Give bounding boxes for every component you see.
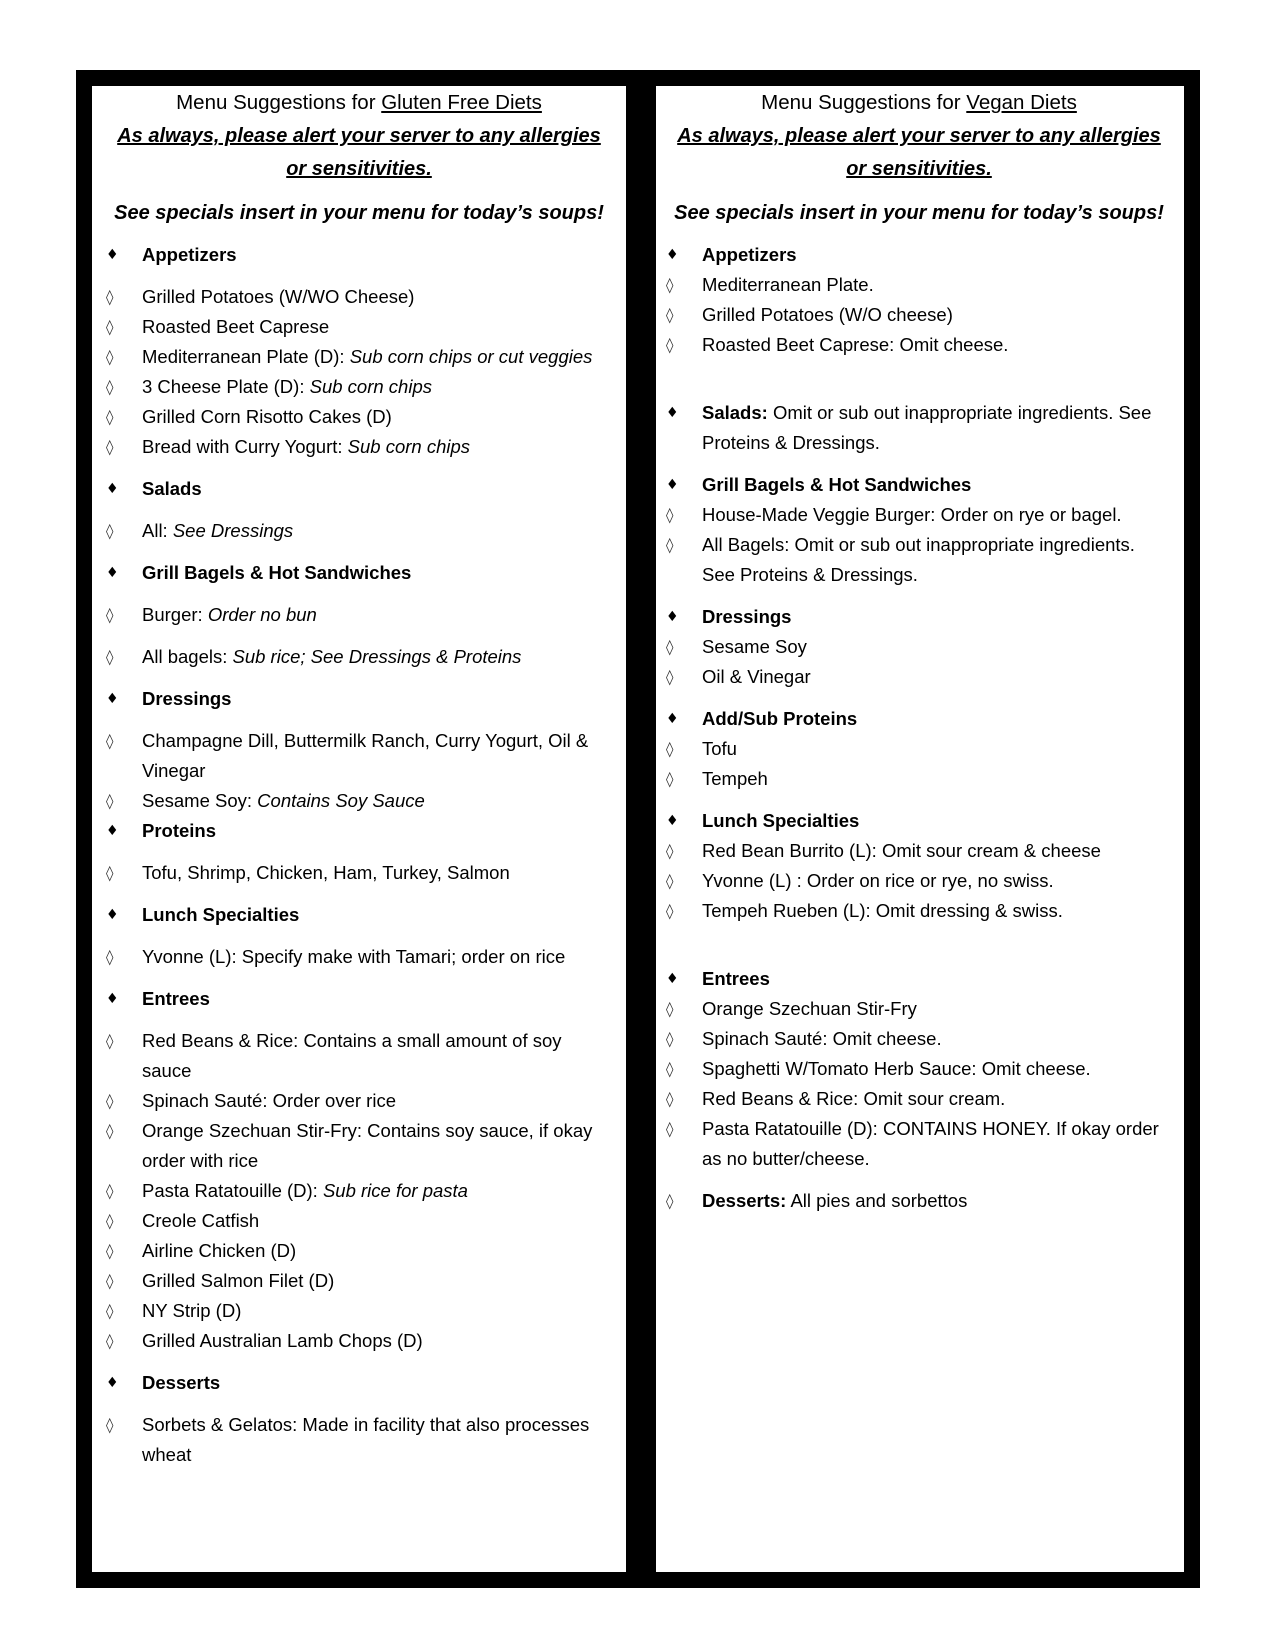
list-item: ◊ Spaghetti W/Tomato Herb Sauce: Omit cheese.: [666, 1054, 1172, 1084]
section-heading-lunch: ♦ Lunch Specialties: [666, 806, 1172, 836]
section-salads: ♦ Salads: Omit or sub out inappropriate ingredients. See Proteins & Dressings.: [666, 398, 1172, 458]
list-item: ◊ Oil & Vinegar: [666, 662, 1172, 692]
list-item: ◊ Tempeh Rueben (L): Omit dressing & swiss.: [666, 896, 1172, 926]
gluten-free-title: Menu Suggestions for Gluten Free Diets: [176, 91, 542, 114]
open-diamond-icon: ◊: [106, 1416, 114, 1434]
section-heading-proteins: ♦ Add/Sub Proteins: [666, 704, 1172, 734]
open-diamond-icon: ◊: [666, 842, 674, 860]
list-item: ◊ Creole Catfish: [106, 1206, 612, 1236]
list-item: ◊ Sesame Soy: [666, 632, 1172, 662]
solid-diamond-icon: ♦: [666, 477, 679, 493]
open-diamond-icon: ◊: [106, 792, 114, 810]
open-diamond-icon: ◊: [666, 638, 674, 656]
solid-diamond-icon: ♦: [666, 405, 679, 421]
list-item: ◊ Sesame Soy: Contains Soy Sauce: [106, 786, 612, 816]
open-diamond-icon: ◊: [666, 506, 674, 524]
list-item: ◊ Pasta Ratatouille (D): Sub rice for pasta: [106, 1176, 612, 1206]
open-diamond-icon: ◊: [666, 1000, 674, 1018]
open-diamond-icon: ◊: [106, 1122, 114, 1140]
list-item: ◊ Grilled Corn Risotto Cakes (D): [106, 402, 612, 432]
solid-diamond-icon: ♦: [106, 991, 119, 1007]
allergy-alert: As always, please alert your server to any allergies or sensitivities.: [677, 125, 1161, 180]
open-diamond-icon: ◊: [666, 872, 674, 890]
list-item: ◊ Yvonne (L) : Order on rice or rye, no swiss.: [666, 866, 1172, 896]
item-note: Sub corn chips: [347, 436, 471, 457]
section-heading-desserts: ♦ Desserts: [106, 1368, 612, 1398]
item-note: Order no bun: [207, 604, 317, 625]
open-diamond-icon: ◊: [106, 408, 114, 426]
section-heading-appetizers: ♦ Appetizers: [666, 240, 1172, 270]
list-item: ◊ Tofu: [666, 734, 1172, 764]
list-item: ◊ Grilled Potatoes (W/WO Cheese): [106, 282, 612, 312]
item-note: Sub rice; See Dressings & Proteins: [232, 646, 522, 667]
list-item: ◊ Orange Szechuan Stir-Fry: [666, 994, 1172, 1024]
list-item: ◊ Red Beans & Rice: Omit sour cream.: [666, 1084, 1172, 1114]
open-diamond-icon: ◊: [106, 522, 114, 540]
section-heading-entrees: ♦ Entrees: [106, 984, 612, 1014]
open-diamond-icon: ◊: [106, 864, 114, 882]
solid-diamond-icon: ♦: [106, 823, 119, 839]
item-note: Sub corn chips or cut veggies: [349, 346, 593, 367]
open-diamond-icon: ◊: [666, 740, 674, 758]
list-item: ◊ Tofu, Shrimp, Chicken, Ham, Turkey, Salmon: [106, 858, 612, 888]
gluten-free-diet-name: Gluten Free Diets: [381, 91, 542, 114]
open-diamond-icon: ◊: [106, 606, 114, 624]
section-heading-salads: ♦ Salads: [106, 474, 612, 504]
solid-diamond-icon: ♦: [666, 247, 679, 263]
open-diamond-icon: ◊: [666, 668, 674, 686]
list-item: ◊ NY Strip (D): [106, 1296, 612, 1326]
list-item: ◊ Roasted Beet Caprese: [106, 312, 612, 342]
list-item: ◊ Bread with Curry Yogurt: Sub corn chips: [106, 432, 612, 462]
open-diamond-icon: ◊: [666, 1030, 674, 1048]
list-item: ◊ Red Beans & Rice: Contains a small amount of soy sauce: [106, 1026, 612, 1086]
list-item: ◊ Mediterranean Plate (D): Sub corn chips or cut veggies: [106, 342, 612, 372]
soup-specials-note: See specials insert in your menu for today’s soups!: [674, 202, 1164, 224]
open-diamond-icon: ◊: [106, 648, 114, 666]
list-item: ◊ Champagne Dill, Buttermilk Ranch, Curry Yogurt, Oil & Vinegar: [106, 726, 612, 786]
list-item: ◊ Grilled Salmon Filet (D): [106, 1266, 612, 1296]
solid-diamond-icon: ♦: [106, 481, 119, 497]
vegan-title: Menu Suggestions for Vegan Diets: [761, 91, 1077, 114]
list-item: ◊ 3 Cheese Plate (D): Sub corn chips: [106, 372, 612, 402]
section-heading-appetizers: ♦ Appetizers: [106, 240, 612, 270]
section-heading-dressings: ♦ Dressings: [106, 684, 612, 714]
list-item: ◊ Pasta Ratatouille (D): CONTAINS HONEY. If okay order as no butter/cheese.: [666, 1114, 1172, 1174]
list-item: ◊ Tempeh: [666, 764, 1172, 794]
open-diamond-icon: ◊: [106, 288, 114, 306]
solid-diamond-icon: ♦: [106, 247, 119, 263]
item-note: Contains Soy Sauce: [257, 790, 425, 811]
open-diamond-icon: ◊: [106, 438, 114, 456]
open-diamond-icon: ◊: [106, 1242, 114, 1260]
vegan-panel: [656, 86, 1184, 1572]
list-item: ◊ All: See Dressings: [106, 516, 612, 546]
list-item: ◊ Yvonne (L): Specify make with Tamari; order on rice: [106, 942, 612, 972]
section-desserts: ◊ Desserts: All pies and sorbettos: [666, 1186, 1172, 1216]
list-item: ◊ All Bagels: Omit or sub out inappropriate ingredients. See Proteins & Dressings.: [666, 530, 1172, 590]
open-diamond-icon: ◊: [106, 1272, 114, 1290]
list-item: ◊ Airline Chicken (D): [106, 1236, 612, 1266]
open-diamond-icon: ◊: [106, 948, 114, 966]
open-diamond-icon: ◊: [106, 1212, 114, 1230]
list-item: ◊ Spinach Sauté: Order over rice: [106, 1086, 612, 1116]
section-heading-dressings: ♦ Dressings: [666, 602, 1172, 632]
section-heading-salads: Salads:: [702, 402, 768, 423]
open-diamond-icon: ◊: [666, 1090, 674, 1108]
solid-diamond-icon: ♦: [666, 711, 679, 727]
menu-frame: [76, 70, 1200, 1588]
solid-diamond-icon: ♦: [666, 609, 679, 625]
item-note: See Dressings: [172, 520, 294, 541]
list-item: ◊ Orange Szechuan Stir-Fry: Contains soy sauce, if okay order with rice: [106, 1116, 612, 1176]
open-diamond-icon: ◊: [666, 336, 674, 354]
open-diamond-icon: ◊: [106, 378, 114, 396]
open-diamond-icon: ◊: [106, 1182, 114, 1200]
section-heading-grill: ♦ Grill Bagels & Hot Sandwiches: [666, 470, 1172, 500]
solid-diamond-icon: ♦: [106, 1375, 119, 1391]
open-diamond-icon: ◊: [106, 1302, 114, 1320]
solid-diamond-icon: ♦: [666, 813, 679, 829]
solid-diamond-icon: ♦: [106, 691, 119, 707]
section-heading-entrees: ♦ Entrees: [666, 964, 1172, 994]
open-diamond-icon: ◊: [106, 318, 114, 336]
open-diamond-icon: ◊: [666, 1060, 674, 1078]
open-diamond-icon: ◊: [106, 348, 114, 366]
section-heading-desserts: Desserts:: [702, 1190, 787, 1211]
open-diamond-icon: ◊: [666, 1192, 674, 1210]
open-diamond-icon: ◊: [666, 536, 674, 554]
solid-diamond-icon: ♦: [106, 907, 119, 923]
list-item: ◊ Grilled Potatoes (W/O cheese): [666, 300, 1172, 330]
allergy-alert: As always, please alert your server to any allergies or sensitivities.: [117, 125, 601, 180]
open-diamond-icon: ◊: [106, 1092, 114, 1110]
list-item: ◊ Grilled Australian Lamb Chops (D): [106, 1326, 612, 1356]
open-diamond-icon: ◊: [666, 276, 674, 294]
section-heading-grill: ♦ Grill Bagels & Hot Sandwiches: [106, 558, 612, 588]
list-item: ◊ Roasted Beet Caprese: Omit cheese.: [666, 330, 1172, 360]
section-heading-proteins: ♦ Proteins: [106, 816, 612, 846]
solid-diamond-icon: ♦: [666, 971, 679, 987]
solid-diamond-icon: ♦: [106, 565, 119, 581]
vegan-diet-name: Vegan Diets: [966, 91, 1077, 114]
list-item: ◊ Burger: Order no bun: [106, 600, 612, 630]
open-diamond-icon: ◊: [666, 902, 674, 920]
open-diamond-icon: ◊: [106, 1332, 114, 1350]
list-item: ◊ Spinach Sauté: Omit cheese.: [666, 1024, 1172, 1054]
item-note: Sub rice for pasta: [322, 1180, 468, 1201]
open-diamond-icon: ◊: [106, 732, 114, 750]
open-diamond-icon: ◊: [106, 1032, 114, 1050]
gluten-free-panel: [92, 86, 626, 1572]
list-item: ◊ All bagels: Sub rice; See Dressings & Proteins: [106, 642, 612, 672]
soup-specials-note: See specials insert in your menu for today’s soups!: [114, 202, 604, 224]
list-item: ◊ Mediterranean Plate.: [666, 270, 1172, 300]
list-item: ◊ House-Made Veggie Burger: Order on rye or bagel.: [666, 500, 1172, 530]
open-diamond-icon: ◊: [666, 306, 674, 324]
section-heading-lunch: ♦ Lunch Specialties: [106, 900, 612, 930]
open-diamond-icon: ◊: [666, 770, 674, 788]
list-item: ◊ Red Bean Burrito (L): Omit sour cream & cheese: [666, 836, 1172, 866]
list-item: ◊ Sorbets & Gelatos: Made in facility that also processes wheat: [106, 1410, 612, 1470]
open-diamond-icon: ◊: [666, 1120, 674, 1138]
item-note: Sub corn chips: [309, 376, 432, 397]
